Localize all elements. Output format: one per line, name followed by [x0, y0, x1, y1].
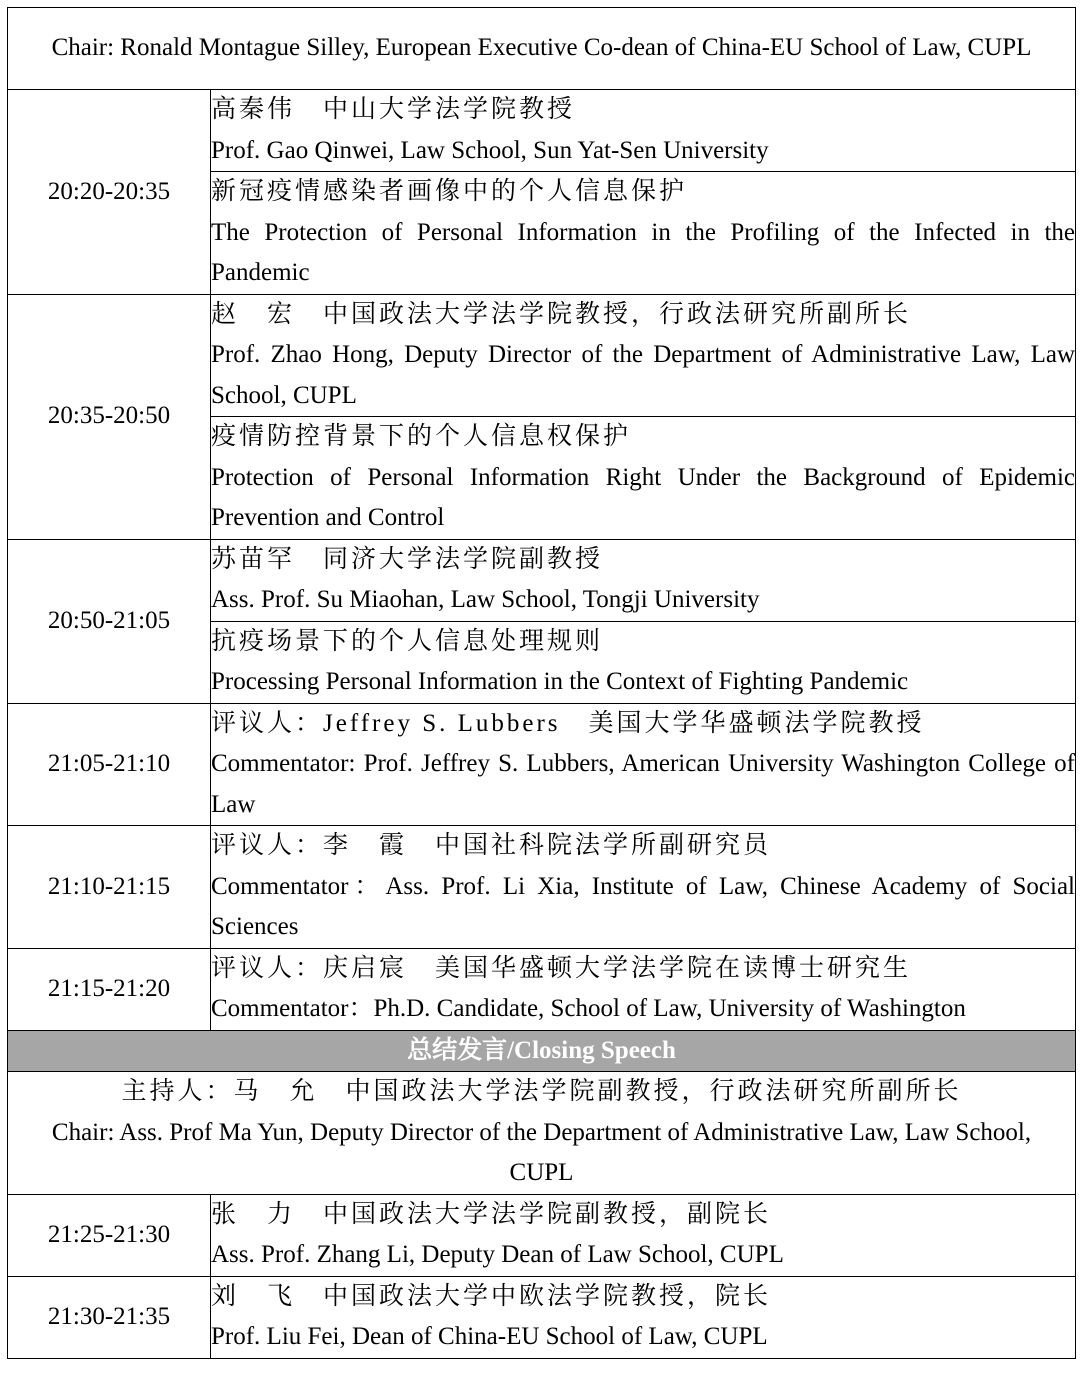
agenda-table — [7, 7, 1076, 1359]
time-cell: 21:30-21:35 — [8, 1276, 211, 1358]
commentator-en: Commentator：Ass. Prof. Li Xia, Institute of Law, Chinese Academy of Social Sciences — [211, 872, 1076, 940]
topic-cell — [211, 417, 1076, 540]
commentator-row — [8, 948, 1076, 1030]
speaker-cn: 苏苗罕 同济大学法学院副教授 — [211, 545, 604, 573]
section-header: 总结发言/Closing Speech — [8, 1030, 1076, 1072]
topic-cn: 抗疫场景下的个人信息处理规则 — [211, 627, 604, 655]
section-header-row — [8, 1030, 1076, 1072]
table-row — [8, 1276, 1076, 1358]
table-row — [8, 1194, 1076, 1276]
commentator-cell — [211, 826, 1076, 949]
topic-en: Processing Personal Information in the Context of Fighting Pandemic — [211, 668, 909, 695]
speaker-en: Prof. Zhao Hong, Deputy Director of the Department of Administrative Law, Law School, CUPL — [211, 341, 1076, 409]
time-cell: 20:50-21:05 — [8, 539, 211, 703]
speaker-cn: 张 力 中国政法大学法学院副教授，副院长 — [211, 1200, 772, 1228]
commentator-cn: 评议人：Jeffrey S. Lubbers 美国大学华盛顿法学院教授 — [211, 709, 925, 737]
topic-en: Protection of Personal Information Right Under the Background of Epidemic Prevention and Control — [211, 463, 1076, 531]
commentator-cn: 评议人：李 霞 中国社科院法学所副研究员 — [211, 832, 772, 859]
speaker-cell — [211, 1194, 1076, 1276]
speaker-cn: 刘 飞 中国政法大学中欧法学院教授，院长 — [211, 1282, 772, 1310]
chair-cn: 主持人：马 允 中国政法大学法学院副教授，行政法研究所副所长 — [121, 1078, 962, 1105]
speaker-cn: 赵 宏 中国政法大学法学院教授，行政法研究所副所长 — [211, 300, 912, 328]
topic-cell — [211, 621, 1076, 703]
commentator-en: Commentator：Ph.D. Candidate, School of Law, University of Washington — [211, 995, 966, 1022]
commentator-cell — [211, 703, 1076, 826]
commentator-en: Commentator: Prof. Jeffrey S. Lubbers, American University Washington College of Law — [211, 750, 1076, 818]
time-cell: 21:25-21:30 — [8, 1194, 211, 1276]
speaker-cell — [211, 294, 1076, 417]
time-cell: 20:35-20:50 — [8, 294, 211, 539]
time-cell: 21:10-21:15 — [8, 826, 211, 949]
chair-cell — [8, 8, 1076, 90]
table-row — [8, 294, 1076, 417]
speaker-en: Ass. Prof. Zhang Li, Deputy Dean of Law School, CUPL — [211, 1241, 784, 1268]
time-cell: 21:05-21:10 — [8, 703, 211, 826]
table-row — [8, 90, 1076, 172]
time-cell: 21:15-21:20 — [8, 948, 211, 1030]
commentator-cn: 评议人：庆启宸 美国华盛顿大学法学院在读博士研究生 — [211, 954, 912, 982]
speaker-en: Ass. Prof. Su Miaohan, Law School, Tongji University — [211, 586, 760, 613]
topic-cell — [211, 172, 1076, 295]
table-row — [8, 539, 1076, 621]
topic-cn: 疫情防控背景下的个人信息权保护 — [211, 423, 632, 450]
commentator-row — [8, 826, 1076, 949]
commentator-cell — [211, 948, 1076, 1030]
chair-text: Chair: Ronald Montague Silley, European Executive Co-dean of China-EU School of Law, CUPL — [51, 34, 1032, 62]
speaker-cell — [211, 1276, 1076, 1358]
commentator-row — [8, 703, 1076, 826]
speaker-en: Prof. Gao Qinwei, Law School, Sun Yat-Sen University — [211, 136, 769, 164]
speaker-cn: 高秦伟 中山大学法学院教授 — [211, 96, 576, 123]
speaker-en: Prof. Liu Fei, Dean of China-EU School of Law, CUPL — [211, 1323, 768, 1350]
chair-row — [8, 8, 1076, 90]
chair-row — [8, 1072, 1076, 1195]
time-cell: 20:20-20:35 — [8, 90, 211, 295]
topic-cn: 新冠疫情感染者画像中的个人信息保护 — [211, 178, 688, 205]
speaker-cell — [211, 90, 1076, 172]
speaker-cell — [211, 539, 1076, 621]
chair-en: Chair: Ass. Prof Ma Yun, Deputy Director of the Department of Administrative Law, Law School, CUPL — [51, 1118, 1032, 1186]
topic-en: The Protection of Personal Information in the Profiling of the Infected in the Pandemic — [211, 218, 1076, 286]
chair-cell — [8, 1072, 1076, 1195]
